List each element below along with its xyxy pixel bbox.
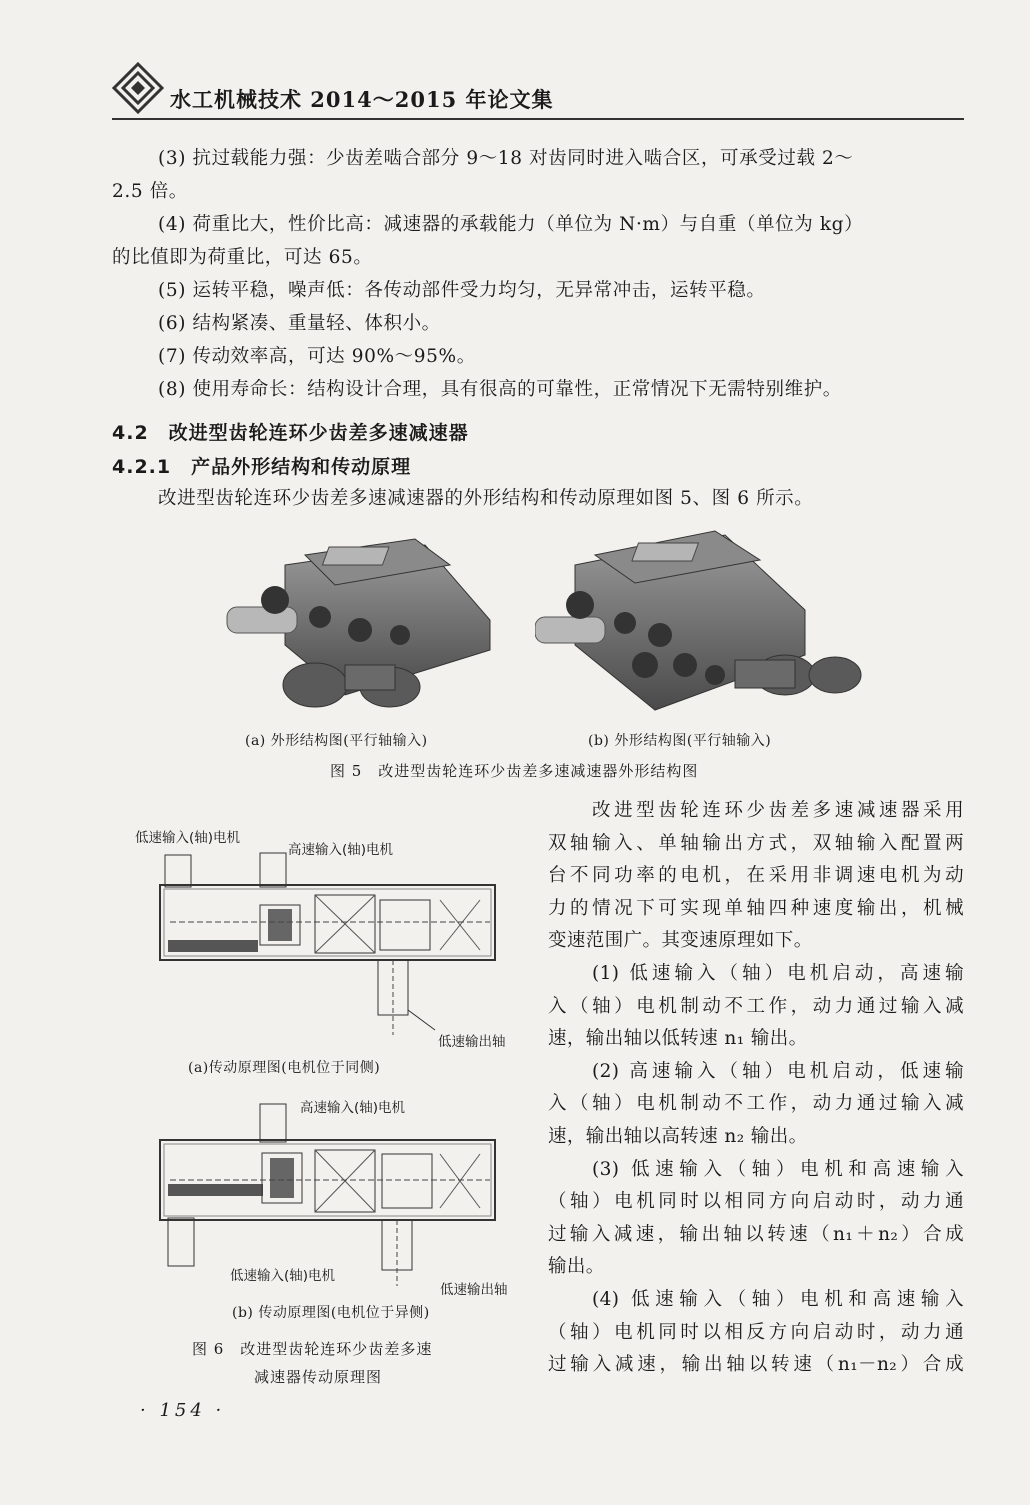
right-line-16: (4) 低速输入（轴）电机和高速输入 bbox=[592, 1288, 964, 1310]
journal-logo-icon bbox=[112, 62, 164, 114]
feature-item-7: (7) 传动效率高，可达 90%～95%。 bbox=[158, 346, 476, 367]
feature-list bbox=[112, 142, 964, 406]
feature-item-3-line1: (3) 抗过载能力强：少齿差啮合部分 9～18 对齿同时进入啮合区，可承受过载 2～ bbox=[158, 148, 854, 169]
fig6a-label-low-motor: 低速输入(轴)电机 bbox=[135, 830, 241, 846]
fig6b-label-high-motor: 高速输入(轴)电机 bbox=[300, 1100, 406, 1116]
header-divider bbox=[112, 118, 964, 120]
right-line-10: 入（轴）电机制动不工作，动力通过输入减 bbox=[548, 1093, 964, 1115]
figure6-title-line1: 图 6 改进型齿轮连环少齿差多速 bbox=[192, 1340, 433, 1358]
feature-item-4-line2: 的比值即为荷重比，可达 65。 bbox=[112, 247, 373, 268]
right-line-8: 速，输出轴以低转速 n₁ 输出。 bbox=[548, 1028, 808, 1050]
section-heading bbox=[112, 418, 469, 445]
fig6a-label-output-shaft: 低速输出轴 bbox=[438, 1034, 506, 1050]
right-line-15: 输出。 bbox=[548, 1256, 605, 1278]
figure-reference-paragraph bbox=[112, 482, 964, 515]
fig6a-label-high-motor: 高速输入(轴)电机 bbox=[288, 842, 394, 858]
section-number: 4.2 bbox=[112, 422, 149, 444]
figure6-title-line2: 减速器传动原理图 bbox=[254, 1368, 383, 1386]
right-line-6: (1) 低速输入（轴）电机启动，高速输 bbox=[592, 962, 964, 984]
right-line-3: 台不同功率的电机，在采用非调速电机为动 bbox=[548, 865, 964, 887]
figure6-caption-b: (b) 传动原理图(电机位于异侧) bbox=[232, 1305, 430, 1321]
subsection-heading bbox=[112, 452, 411, 479]
right-line-4: 力的情况下可实现单轴四种速度输出，机械 bbox=[548, 897, 964, 919]
section-title: 改进型齿轮连环少齿差多速减速器 bbox=[168, 422, 469, 444]
right-line-5: 变速范围广。其变速原理如下。 bbox=[548, 930, 813, 952]
reducer-render-b bbox=[535, 525, 865, 725]
figure-reference-text: 改进型齿轮连环少齿差多速减速器的外形结构和传动原理如图 5、图 6 所示。 bbox=[158, 488, 814, 509]
header-title: 水工机械技术 2014～2015 年论文集 bbox=[170, 87, 554, 112]
figure5-title: 图 5 改进型齿轮连环少齿差多速减速器外形结构图 bbox=[330, 762, 699, 780]
figure6-caption-a: (a)传动原理图(电机位于同侧) bbox=[188, 1060, 381, 1076]
page-number: · 154 · bbox=[140, 1400, 226, 1421]
right-line-9: (2) 高速输入（轴）电机启动，低速输 bbox=[592, 1060, 964, 1082]
right-line-13: （轴）电机同时以相同方向启动时，动力通 bbox=[548, 1191, 964, 1213]
fig6b-label-output-shaft: 低速输出轴 bbox=[440, 1282, 508, 1298]
feature-item-8: (8) 使用寿命长：结构设计合理，具有很高的可靠性，正常情况下无需特别维护。 bbox=[158, 379, 842, 400]
figure5-caption-a: (a) 外形结构图(平行轴输入) bbox=[245, 733, 428, 749]
speed-principle-text bbox=[548, 795, 964, 1382]
feature-item-4-line1: (4) 荷重比大，性价比高：减速器的承载能力（单位为 N·m）与自重（单位为 kg） bbox=[158, 214, 864, 235]
right-line-14: 过输入减速，输出轴以转速（n₁＋n₂）合成 bbox=[548, 1223, 964, 1245]
feature-item-6: (6) 结构紧凑、重量轻、体积小。 bbox=[158, 313, 441, 334]
right-line-1: 改进型齿轮连环少齿差多速减速器采用 bbox=[592, 800, 964, 821]
subsection-title: 产品外形结构和传动原理 bbox=[191, 456, 412, 478]
right-line-12: (3) 低速输入（轴）电机和高速输入 bbox=[592, 1158, 964, 1180]
right-line-11: 速，输出轴以高转速 n₂ 输出。 bbox=[548, 1125, 808, 1147]
reducer-render-a bbox=[225, 525, 510, 725]
transmission-diagram-b bbox=[150, 1098, 500, 1288]
right-line-7: 入（轴）电机制动不工作，动力通过输入减 bbox=[548, 995, 964, 1017]
right-line-18: 过输入减速，输出轴以转速（n₁－n₂）合成 bbox=[548, 1354, 964, 1376]
figure5-caption-b: (b) 外形结构图(平行轴输入) bbox=[588, 733, 772, 749]
transmission-diagram-a bbox=[150, 845, 500, 1045]
subsection-number: 4.2.1 bbox=[112, 456, 172, 478]
right-line-2: 双轴输入、单轴输出方式，双轴输入配置两 bbox=[548, 832, 964, 854]
right-line-17: （轴）电机同时以相反方向启动时，动力通 bbox=[548, 1321, 964, 1343]
feature-item-5: (5) 运转平稳，噪声低：各传动部件受力均匀，无异常冲击，运转平稳。 bbox=[158, 280, 766, 301]
fig6b-label-low-motor: 低速输入(轴)电机 bbox=[230, 1268, 336, 1284]
feature-item-3-line2: 2.5 倍。 bbox=[112, 181, 188, 202]
